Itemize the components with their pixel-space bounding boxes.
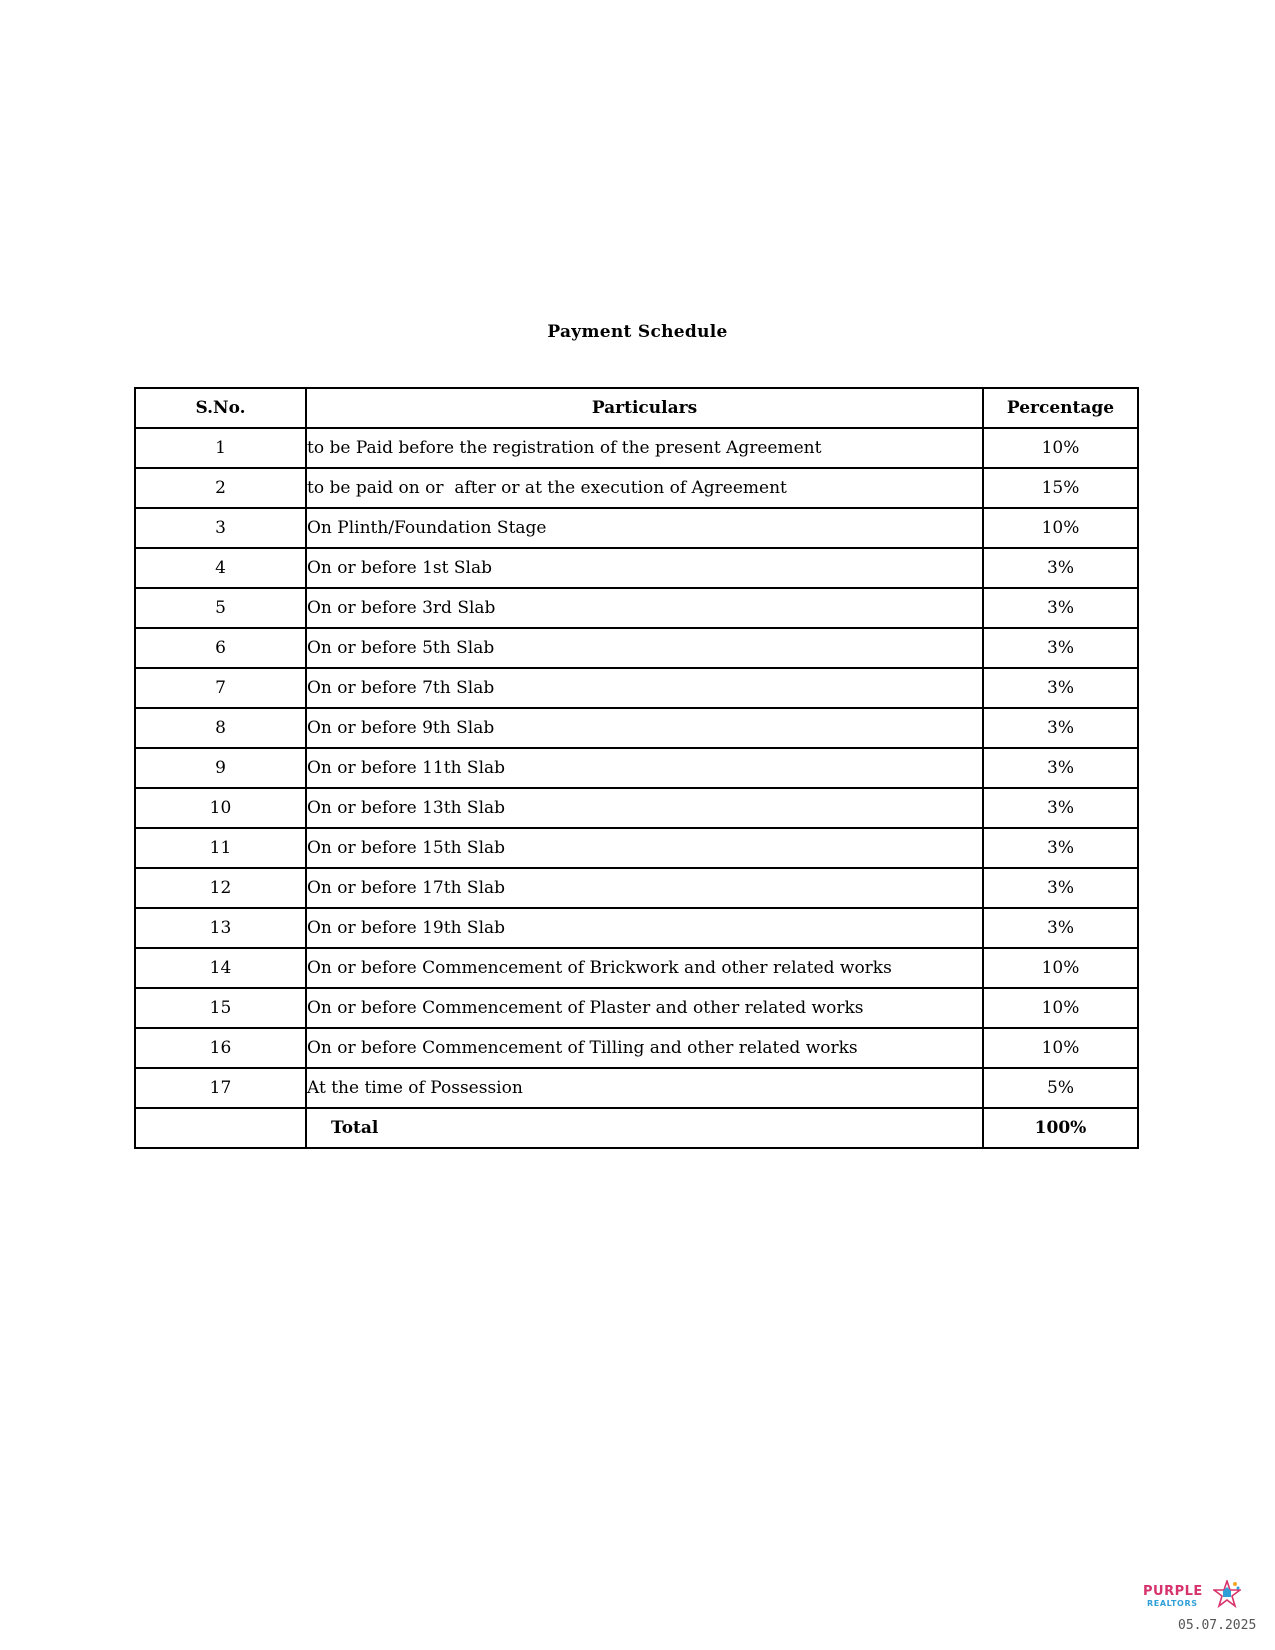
row-sno: 5 [135, 588, 306, 628]
row-percentage: 10% [983, 1028, 1138, 1068]
row-particulars: to be Paid before the registration of the present Agreement [306, 428, 983, 468]
row-percentage: 15% [983, 468, 1138, 508]
row-sno: 3 [135, 508, 306, 548]
row-percentage: 10% [983, 948, 1138, 988]
row-sno: 11 [135, 828, 306, 868]
row-particulars: At the time of Possession [306, 1068, 983, 1108]
row-particulars: On or before Commencement of Plaster and other related works [306, 988, 983, 1028]
row-sno: 14 [135, 948, 306, 988]
row-particulars: On or before 7th Slab [306, 668, 983, 708]
row-sno: 9 [135, 748, 306, 788]
table-row [135, 548, 1138, 588]
row-percentage: 3% [983, 908, 1138, 948]
table-row [135, 428, 1138, 468]
table-row [135, 628, 1138, 668]
row-percentage: 5% [983, 1068, 1138, 1108]
row-percentage: 10% [983, 428, 1138, 468]
row-sno: 15 [135, 988, 306, 1028]
table-row [135, 708, 1138, 748]
row-particulars: On or before 17th Slab [306, 868, 983, 908]
row-percentage: 3% [983, 828, 1138, 868]
row-percentage: 3% [983, 708, 1138, 748]
total-row [135, 1108, 1138, 1148]
row-sno: 10 [135, 788, 306, 828]
row-percentage: 10% [983, 508, 1138, 548]
footer-date: 05.07.2025 [1178, 1618, 1257, 1633]
row-percentage: 3% [983, 628, 1138, 668]
header-percentage: Percentage [983, 388, 1138, 428]
payment-schedule-table [134, 387, 1139, 1149]
row-sno: 17 [135, 1068, 306, 1108]
page-title: Payment Schedule [547, 322, 728, 342]
row-sno: 2 [135, 468, 306, 508]
row-particulars: On or before Commencement of Brickwork and other related works [306, 948, 983, 988]
table-row [135, 748, 1138, 788]
total-sno [135, 1108, 306, 1148]
row-percentage: 3% [983, 668, 1138, 708]
table-row [135, 908, 1138, 948]
row-particulars: On or before 1st Slab [306, 548, 983, 588]
table-header-row [135, 388, 1138, 428]
row-sno: 13 [135, 908, 306, 948]
logo-line1: PURPLE [1143, 1584, 1203, 1599]
row-percentage: 3% [983, 588, 1138, 628]
row-particulars: On or before 15th Slab [306, 828, 983, 868]
table-row [135, 868, 1138, 908]
row-particulars: On or before 19th Slab [306, 908, 983, 948]
row-percentage: 3% [983, 548, 1138, 588]
row-particulars: On Plinth/Foundation Stage [306, 508, 983, 548]
company-logo [1143, 1580, 1243, 1614]
header-particulars: Particulars [306, 388, 983, 428]
table-row [135, 1068, 1138, 1108]
table-row [135, 1028, 1138, 1068]
total-label: Total [306, 1108, 983, 1148]
table-row [135, 948, 1138, 988]
row-percentage: 3% [983, 868, 1138, 908]
row-particulars: On or before 11th Slab [306, 748, 983, 788]
row-particulars: On or before 9th Slab [306, 708, 983, 748]
row-sno: 7 [135, 668, 306, 708]
table-row [135, 828, 1138, 868]
row-particulars: to be paid on or after or at the execution of Agreement [306, 468, 983, 508]
table-row [135, 588, 1138, 628]
row-particulars: On or before Commencement of Tilling and other related works [306, 1028, 983, 1068]
table-row [135, 788, 1138, 828]
star-house-icon [1213, 1580, 1241, 1610]
total-percentage: 100% [983, 1108, 1138, 1148]
row-sno: 6 [135, 628, 306, 668]
header-sno: S.No. [135, 388, 306, 428]
table-row [135, 988, 1138, 1028]
row-sno: 1 [135, 428, 306, 468]
row-sno: 16 [135, 1028, 306, 1068]
row-sno: 8 [135, 708, 306, 748]
row-particulars: On or before 5th Slab [306, 628, 983, 668]
row-particulars: On or before 3rd Slab [306, 588, 983, 628]
table-row [135, 508, 1138, 548]
row-particulars: On or before 13th Slab [306, 788, 983, 828]
row-percentage: 10% [983, 988, 1138, 1028]
row-sno: 4 [135, 548, 306, 588]
row-percentage: 3% [983, 748, 1138, 788]
row-percentage: 3% [983, 788, 1138, 828]
row-sno: 12 [135, 868, 306, 908]
table-row [135, 668, 1138, 708]
table-row [135, 468, 1138, 508]
logo-line2: REALTORS [1147, 1599, 1198, 1608]
